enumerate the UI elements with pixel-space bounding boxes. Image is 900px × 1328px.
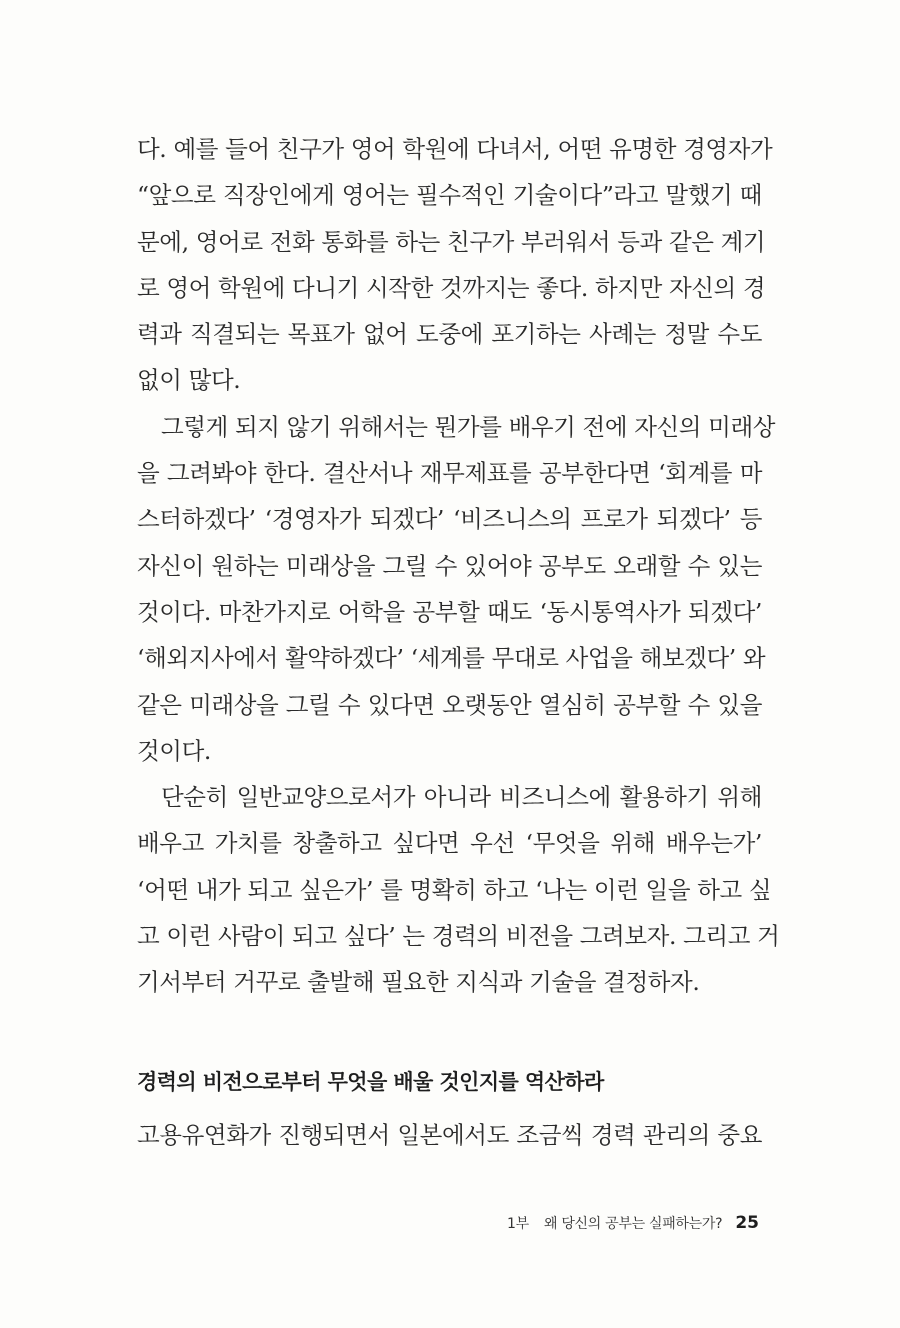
text-line: ‘해외지사에서 활약하겠다’ ‘세계를 무대로 사업을 해보겠다’ 와 [137,644,766,673]
text-line: 없이 많다. [137,366,241,395]
text-line: 배우고 가치를 창출하고 싶다면 우선 ‘무엇을 위해 배우는가’ [137,829,762,858]
text-line: 자신이 원하는 미래상을 그릴 수 있어야 공부도 오래할 수 있는 [137,551,762,580]
page-footer [507,1213,759,1233]
text-line: 고 이런 사람이 되고 싶다’ 는 경력의 비전을 그려보자. 그리고 거 [137,922,780,951]
text-line: 로 영어 학원에 다니기 시작한 것까지는 좋다. 하지만 자신의 경 [137,273,766,302]
body-text [137,126,780,1006]
text-line: 스터하겠다’ ‘경영자가 되겠다’ ‘비즈니스의 프로가 되겠다’ 등 [137,505,762,534]
text-line: 단순히 일반교양으로서가 아니라 비즈니스에 활용하기 위해 [161,783,762,812]
text-line: 것이다. 마찬가지로 어학을 공부할 때도 ‘동시통역사가 되겠다’ [137,597,762,626]
footer-chapter-title: 왜 당신의 공부는 실패하는가? [543,1216,723,1232]
text-line: 을 그려봐야 한다. 결산서나 재무제표를 공부한다면 ‘회계를 마 [137,459,762,488]
body-text-continued [137,1112,762,1158]
text-line: 것이다. [137,736,211,765]
text-line: 고용유연화가 진행되면서 일본에서도 조금씩 경력 관리의 중요 [137,1121,762,1149]
text-line: 문에, 영어로 전화 통화를 하는 친구가 부러워서 등과 같은 계기 [137,227,766,256]
page-number: 25 [735,1213,759,1233]
footer-part-label: 1부 [507,1216,529,1232]
text-line: 다. 예를 들어 친구가 영어 학원에 다녀서, 어떤 유명한 경영자가 [137,135,773,163]
text-line: 그렇게 되지 않기 위해서는 뭔가를 배우기 전에 자신의 미래상 [161,412,776,441]
text-line: 기서부터 거꾸로 출발해 필요한 지식과 기술을 결정하자. [137,968,700,997]
text-line: “앞으로 직장인에게 영어는 필수적인 기술이다”라고 말했기 때 [137,181,762,210]
text-line: ‘어떤 내가 되고 싶은가’ 를 명확히 하고 ‘나는 이런 일을 하고 싶 [137,875,772,904]
text-line: 같은 미래상을 그릴 수 있다면 오랫동안 열심히 공부할 수 있을 [137,690,762,719]
section-heading: 경력의 비전으로부터 무엇을 배울 것인지를 역산하라 [137,1070,604,1094]
text-line: 력과 직결되는 목표가 없어 도중에 포기하는 사례는 정말 수도 [137,320,762,349]
